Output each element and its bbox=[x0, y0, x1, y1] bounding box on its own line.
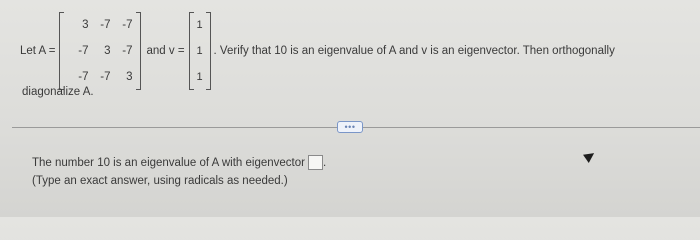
instruction-text: . Verify that 10 is an eigenvalue of A and v is an eigenvector. Then orthogonally bbox=[213, 45, 615, 57]
matrix-cell: 3 bbox=[82, 19, 89, 31]
vector-right-bracket bbox=[206, 12, 211, 90]
matrix-cell: -7 bbox=[78, 45, 89, 57]
answer-suffix: . bbox=[322, 156, 327, 169]
answer-prompt: The number 10 is an eigenvalue of A with eigenvector bbox=[32, 156, 305, 169]
matrix-cell: -7 bbox=[122, 19, 133, 31]
vector-cell: 1 bbox=[196, 71, 203, 83]
matrix-cell: -7 bbox=[100, 71, 111, 83]
matrix-cell: -7 bbox=[100, 19, 111, 31]
matrix-a bbox=[64, 12, 136, 90]
vector-cell: 1 bbox=[196, 19, 203, 31]
and-v-label: and v = bbox=[146, 45, 185, 57]
question-statement bbox=[20, 10, 615, 92]
matrix-cell: -7 bbox=[78, 71, 89, 83]
answer-row bbox=[32, 155, 326, 170]
let-a-label: Let A = bbox=[20, 45, 56, 57]
eigenvector-answer-input[interactable] bbox=[308, 155, 323, 170]
expand-more-button[interactable]: ••• bbox=[337, 121, 363, 133]
vector-cell: 1 bbox=[196, 45, 203, 57]
matrix-right-bracket bbox=[136, 12, 141, 90]
matrix-cell: -7 bbox=[122, 45, 133, 57]
matrix-cell: 3 bbox=[126, 71, 133, 83]
instruction-text-continued: diagonalize A. bbox=[22, 86, 94, 98]
answer-hint: (Type an exact answer, using radicals as needed.) bbox=[32, 175, 288, 187]
matrix-cell: 3 bbox=[104, 45, 111, 57]
mouse-cursor-icon bbox=[583, 149, 597, 163]
vector-v bbox=[194, 12, 206, 90]
